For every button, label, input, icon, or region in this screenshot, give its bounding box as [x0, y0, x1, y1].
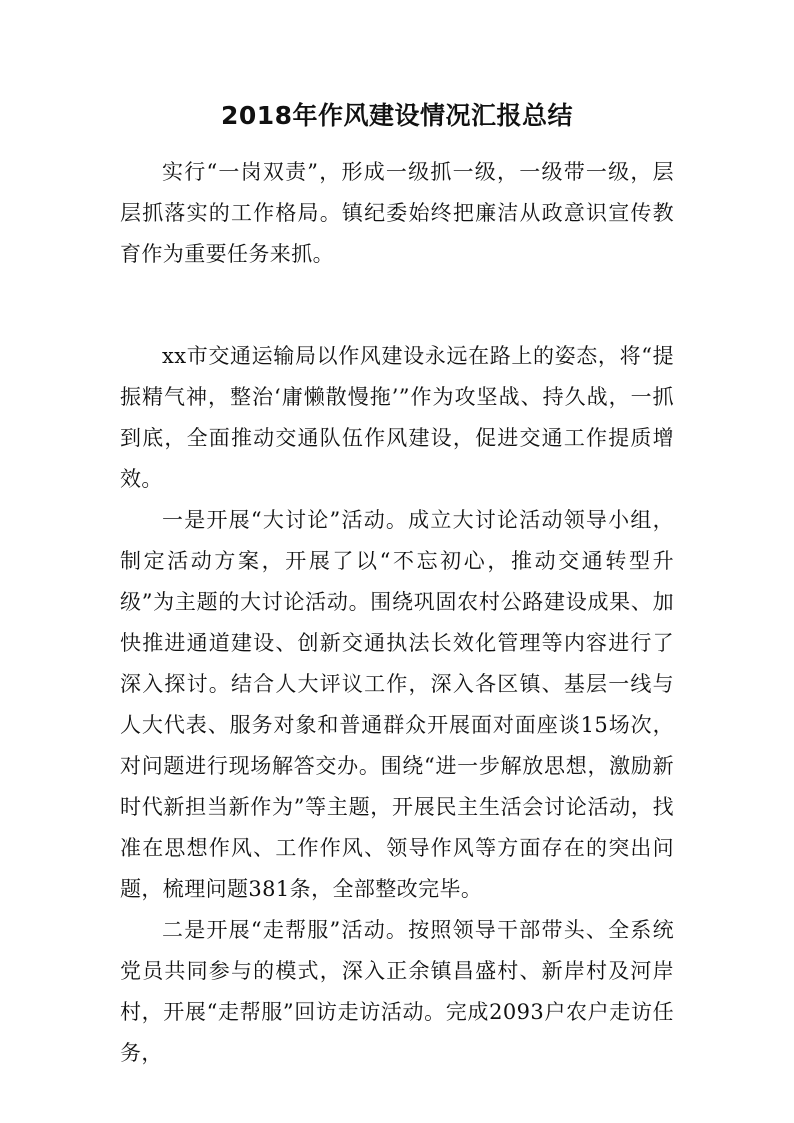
paragraph-visit-help-serve: 二是开展“走帮服”活动。按照领导干部带头、全系统党员共同参与的模式，深入正余镇昌盛村、新岸村及河岸村，开展“走帮服”回访走访活动。完成2093户农户走访任务， [120, 918, 674, 1065]
paragraph-responsibility: 实行“一岗双责”，形成一级抓一级，一级带一级，层层抓落实的工作格局。镇纪委始终把廉洁从政意识宣传教育作为重要任务来抓。 [120, 160, 674, 266]
paragraph-big-discussion: 一是开展“大讨论”活动。成立大讨论活动领导小组，制定活动方案，开展了以“不忘初心，推动交通转型升级”为主题的大讨论活动。围绕巩固农村公路建设成果、加快推进通道建设、创新交通执法长效化管理等内容进行了深入探讨。结合人大评议工作，深入各区镇、基层一线与人大代表、服务对象和普通群众开展面对面座谈15场次，对问题进行现场解答交办。围绕“进一步解放思想，激励新时代新担当新作为”等主题，开展民主生活会讨论活动，找准在思想作风、工作作风、领导作风等方面存在的突出问题，梳理问题381条，全部整改完毕。 [120, 508, 674, 901]
paragraph-transport-bureau: xx市交通运输局以作风建设永远在路上的姿态，将“提振精气神，整治‘庸懒散慢拖’”作为攻坚战、持久战，一抓到底，全面推动交通队伍作风建设，促进交通工作提质增效。 [120, 344, 674, 491]
document-title: 2018年作风建设情况汇报总结 [220, 101, 574, 130]
